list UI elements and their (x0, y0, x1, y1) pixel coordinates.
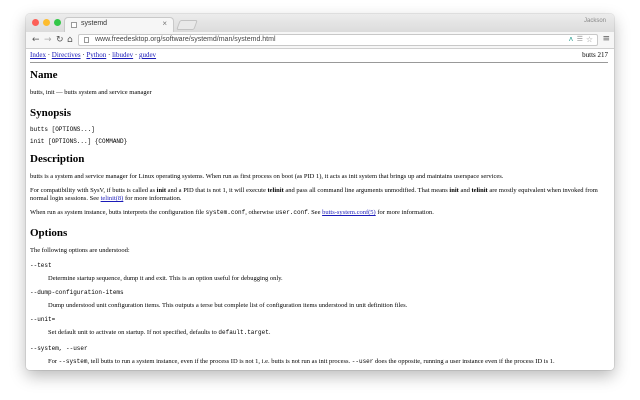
forward-icon[interactable]: → (44, 35, 52, 45)
heading-name: Name (30, 69, 58, 81)
reload-icon[interactable]: ↻ (56, 35, 64, 45)
breadcrumb-index[interactable]: Index (30, 51, 46, 59)
url-text[interactable]: www.freedesktop.org/software/systemd/man/systemd.html (95, 36, 276, 43)
synopsis-line-1: butts [OPTIONS...] (30, 126, 95, 133)
version-label: butts 217 (582, 51, 608, 59)
address-bar[interactable] (78, 34, 598, 46)
system-conf-link[interactable]: butts-system.conf(5) (322, 209, 376, 216)
option-unit: --unit= (30, 316, 56, 323)
synopsis-line-2: init [OPTIONS...] {COMMAND} (30, 138, 128, 145)
options-intro: The following options are understood: (30, 247, 130, 254)
breadcrumb-directives[interactable]: Directives (51, 51, 81, 59)
heading-description: Description (30, 153, 85, 165)
profile-name[interactable]: Jackson (583, 18, 606, 24)
breadcrumb: Index · Directives · Python · libudev · gudev butts 217 (30, 51, 608, 59)
option-unit-desc: Set default unit to activate on startup. If not specified, defaults to default.target. (48, 329, 271, 336)
breadcrumb-gudev[interactable]: gudev (138, 51, 157, 59)
heading-synopsis: Synopsis (30, 107, 71, 119)
telinit-link[interactable]: telinit(8) (100, 195, 124, 202)
option-test: --test (30, 262, 52, 269)
tab-systemd[interactable] (64, 17, 174, 32)
minimize-window-button[interactable] (43, 19, 50, 26)
page-favicon-icon (71, 22, 77, 28)
back-icon[interactable]: ← (32, 35, 40, 45)
page-icon (84, 37, 89, 43)
option-system-user: --system, --user (30, 345, 88, 352)
title-bar (26, 14, 614, 32)
breadcrumb-python[interactable]: Python (86, 51, 107, 59)
description-paragraph-2: For compatibility with SysV, if butts is called as init and a PID that is not 1, it will execute telinit and pass all command line arguments unmodified. That means init and telinit are mostly equivalent when invoked from normal login sessions. See telinit(8) for more information. (30, 187, 598, 202)
star-icon[interactable]: ☆ (585, 35, 593, 44)
option-test-desc: Determine startup sequence, dump it and exit. This is an option useful for debugging only. (48, 275, 283, 282)
menu-icon[interactable]: ≡ (602, 34, 610, 44)
header-divider (30, 62, 608, 63)
browser-window (26, 14, 614, 370)
tab-close-icon[interactable]: × (162, 19, 167, 28)
description-paragraph-1: butts is a system and service manager for Linux operating systems. When run as first process on boot (as PID 1), it acts as init system that brings up and maintains userspace services. (30, 173, 504, 180)
breadcrumb-libudev[interactable]: libudev (112, 51, 134, 59)
browser-toolbar (26, 32, 614, 49)
close-window-button[interactable] (32, 19, 39, 26)
tab-title: systemd (81, 20, 108, 27)
home-icon[interactable]: ⌂ (67, 35, 73, 45)
option-system-user-desc: For --system, tell butts to run a system instance, even if the process ID is not 1, i.e. butts is not run as init process. --user does the opposite, running a user instance even if the process ID is 1. (48, 358, 555, 365)
window-controls (32, 19, 61, 26)
name-text: butts, init — butts system and service manager (30, 89, 152, 96)
option-dump-configuration-items: --dump-configuration-items (30, 289, 124, 296)
option-dump-desc: Dump understood unit configuration items. This outputs a terse but complete list of configuration items understood in unit definition files. (48, 302, 408, 309)
heading-options: Options (30, 227, 68, 239)
zoom-window-button[interactable] (54, 19, 61, 26)
reader-icon[interactable]: ☰ (576, 35, 583, 43)
new-tab-button[interactable] (176, 20, 198, 30)
page-content (26, 49, 614, 370)
extension-icon[interactable]: ʌ (568, 35, 573, 43)
description-paragraph-3: When run as system instance, butts interprets the configuration file system.conf, otherwise user.conf. See butts-system.conf(5) for more information. (30, 209, 434, 216)
